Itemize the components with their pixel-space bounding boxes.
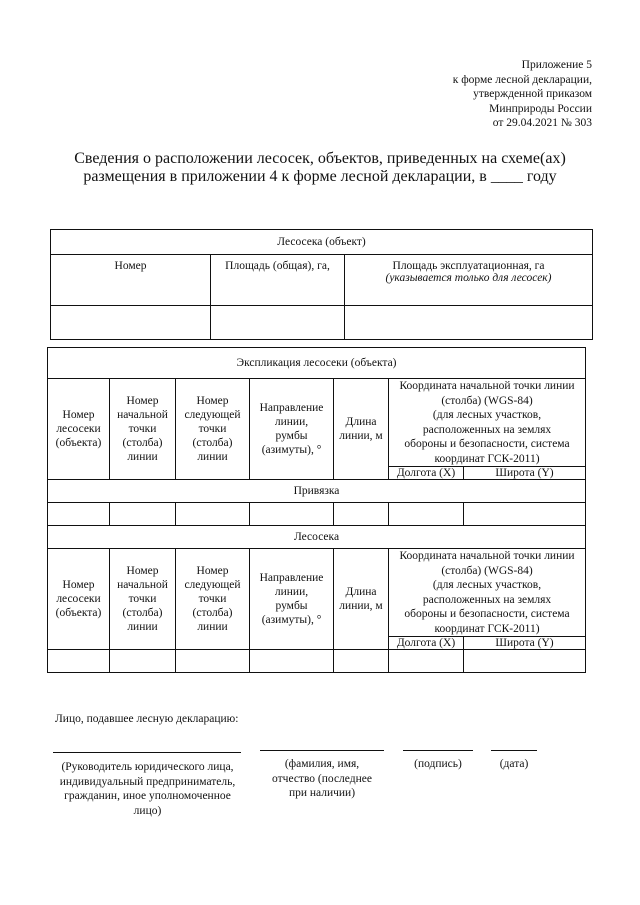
table-cell[interactable] bbox=[176, 650, 250, 673]
col-text: точки bbox=[198, 593, 227, 605]
col-text: линии bbox=[127, 621, 158, 633]
title-line: Сведения о расположении лесосек, объектов, приведенных на схеме(ах) bbox=[74, 150, 566, 167]
col-text: линии, м bbox=[339, 430, 383, 442]
col-text: Направление bbox=[259, 572, 324, 584]
col-area-operational-label: Площадь эксплуатационная, га bbox=[392, 260, 545, 272]
col-longitude: Долгота (X) bbox=[389, 637, 464, 650]
col-text: лесосеки bbox=[56, 593, 101, 605]
col-latitude: Широта (Y) bbox=[464, 467, 586, 480]
col-plot-number bbox=[48, 549, 110, 650]
caption-line: при наличии) bbox=[288, 787, 356, 799]
col-area-operational bbox=[345, 255, 593, 306]
date-signature-line[interactable] bbox=[491, 750, 537, 751]
table-cell[interactable] bbox=[110, 503, 176, 526]
col-coordinate bbox=[389, 549, 586, 637]
col-text: линии, bbox=[274, 416, 309, 428]
col-text: линии bbox=[197, 451, 228, 463]
explication-header: Экспликация лесосеки (объекта) bbox=[48, 348, 586, 379]
col-start-point bbox=[110, 549, 176, 650]
col-text: (для лесных участков, bbox=[432, 409, 542, 421]
table-cell[interactable] bbox=[464, 650, 586, 673]
col-direction bbox=[250, 379, 334, 480]
col-text: Номер bbox=[62, 579, 95, 591]
section-plot: Лесосека bbox=[48, 526, 586, 549]
col-text: Длина bbox=[345, 416, 377, 428]
title-line: размещения в приложении 4 к форме лесной декларации, в ____ году bbox=[83, 168, 557, 185]
section-binding: Привязка bbox=[48, 480, 586, 503]
col-text: (столба) (WGS-84) bbox=[441, 564, 533, 577]
cell-area-total-value[interactable] bbox=[211, 306, 345, 340]
sign-caption: (подпись) bbox=[414, 758, 462, 770]
col-text: обороны и безопасности, система bbox=[404, 608, 570, 620]
col-text: (столба) bbox=[192, 607, 233, 619]
role-caption bbox=[40, 760, 255, 818]
appendix-line: Минприроды России bbox=[489, 102, 592, 115]
name-signature-line[interactable] bbox=[260, 750, 384, 751]
col-text: расположенных на землях bbox=[422, 423, 552, 436]
signer-label: Лицо, подавшее лесную декларацию: bbox=[55, 713, 239, 725]
table-cell[interactable] bbox=[464, 503, 586, 526]
col-text: Номер bbox=[62, 409, 95, 421]
table-cell[interactable] bbox=[389, 503, 464, 526]
col-length bbox=[334, 549, 389, 650]
table-cell[interactable] bbox=[389, 650, 464, 673]
col-text: линии, м bbox=[339, 600, 383, 612]
table-cell[interactable] bbox=[250, 503, 334, 526]
col-text: лесосеки bbox=[56, 423, 101, 435]
explication-table bbox=[47, 347, 586, 673]
col-text: Номер bbox=[196, 565, 229, 577]
table-cell[interactable] bbox=[110, 650, 176, 673]
name-caption bbox=[258, 757, 386, 801]
col-text: (объекта) bbox=[55, 607, 102, 619]
col-next-point bbox=[176, 379, 250, 480]
role-signature-line[interactable] bbox=[53, 752, 241, 753]
caption-line: отчество (последнее bbox=[272, 772, 372, 785]
col-text: румбы bbox=[275, 430, 308, 442]
sign-signature-line[interactable] bbox=[403, 750, 473, 751]
col-length bbox=[334, 379, 389, 480]
col-number: Номер bbox=[51, 255, 211, 306]
caption-line: индивидуальный предприниматель, bbox=[59, 775, 236, 788]
table-cell[interactable] bbox=[48, 650, 110, 673]
col-text: обороны и безопасности, система bbox=[404, 438, 570, 450]
col-text: точки bbox=[128, 423, 157, 435]
col-text: (столба) (WGS-84) bbox=[441, 394, 533, 407]
col-text: Номер bbox=[196, 395, 229, 407]
col-coordinate bbox=[389, 379, 586, 467]
col-latitude: Широта (Y) bbox=[464, 637, 586, 650]
col-next-point bbox=[176, 549, 250, 650]
col-text: точки bbox=[128, 593, 157, 605]
table-cell[interactable] bbox=[250, 650, 334, 673]
col-text: начальной bbox=[117, 579, 168, 591]
col-text: линии bbox=[197, 621, 228, 633]
col-text: Координата начальной точки линии bbox=[399, 550, 575, 562]
col-text: координат ГСК-2011) bbox=[434, 622, 540, 635]
appendix-reference bbox=[332, 58, 592, 131]
col-text: линии bbox=[127, 451, 158, 463]
caption-line: (фамилия, имя, bbox=[284, 758, 360, 770]
table-cell[interactable] bbox=[334, 503, 389, 526]
col-direction bbox=[250, 549, 334, 650]
cell-number-value[interactable] bbox=[51, 306, 211, 340]
col-text: (азимуты), ° bbox=[261, 444, 322, 456]
document-title bbox=[40, 150, 600, 186]
col-text: Номер bbox=[126, 395, 159, 407]
plot-summary-table bbox=[50, 229, 593, 340]
caption-line: лицо) bbox=[133, 804, 162, 817]
col-longitude: Долгота (X) bbox=[389, 467, 464, 480]
col-text: (азимуты), ° bbox=[261, 614, 322, 626]
appendix-line: от 29.04.2021 № 303 bbox=[492, 117, 592, 129]
cell-area-operational-value[interactable] bbox=[345, 306, 593, 340]
col-text: точки bbox=[198, 423, 227, 435]
date-caption: (дата) bbox=[499, 758, 529, 770]
table-cell[interactable] bbox=[176, 503, 250, 526]
caption-line: (Руководитель юридического лица, bbox=[61, 761, 234, 773]
col-text: румбы bbox=[275, 600, 308, 612]
table-cell[interactable] bbox=[334, 650, 389, 673]
col-text: расположенных на землях bbox=[422, 593, 552, 606]
col-start-point bbox=[110, 379, 176, 480]
col-text: следующей bbox=[184, 579, 241, 591]
col-text: (объекта) bbox=[55, 437, 102, 449]
col-plot-number bbox=[48, 379, 110, 480]
col-text: Координата начальной точки линии bbox=[399, 380, 575, 392]
col-text: линии, bbox=[274, 586, 309, 598]
col-area-operational-note: (указывается только для лесосек) bbox=[385, 272, 552, 284]
col-text: (столба) bbox=[192, 437, 233, 449]
col-area-total: Площадь (общая), га, bbox=[211, 255, 345, 306]
col-text: (для лесных участков, bbox=[432, 579, 542, 591]
col-text: Направление bbox=[259, 402, 324, 414]
col-text: Номер bbox=[126, 565, 159, 577]
plot-summary-header: Лесосека (объект) bbox=[51, 230, 593, 255]
col-text: Длина bbox=[345, 586, 377, 598]
col-text: следующей bbox=[184, 409, 241, 421]
appendix-line: Приложение 5 bbox=[521, 59, 592, 71]
col-text: координат ГСК-2011) bbox=[434, 452, 540, 465]
appendix-line: к форме лесной декларации, bbox=[452, 73, 592, 86]
col-text: (столба) bbox=[122, 437, 163, 449]
appendix-line: утвержденной приказом bbox=[473, 88, 592, 100]
col-text: (столба) bbox=[122, 607, 163, 619]
caption-line: гражданин, иное уполномоченное bbox=[64, 790, 231, 802]
table-cell[interactable] bbox=[48, 503, 110, 526]
col-text: начальной bbox=[117, 409, 168, 421]
